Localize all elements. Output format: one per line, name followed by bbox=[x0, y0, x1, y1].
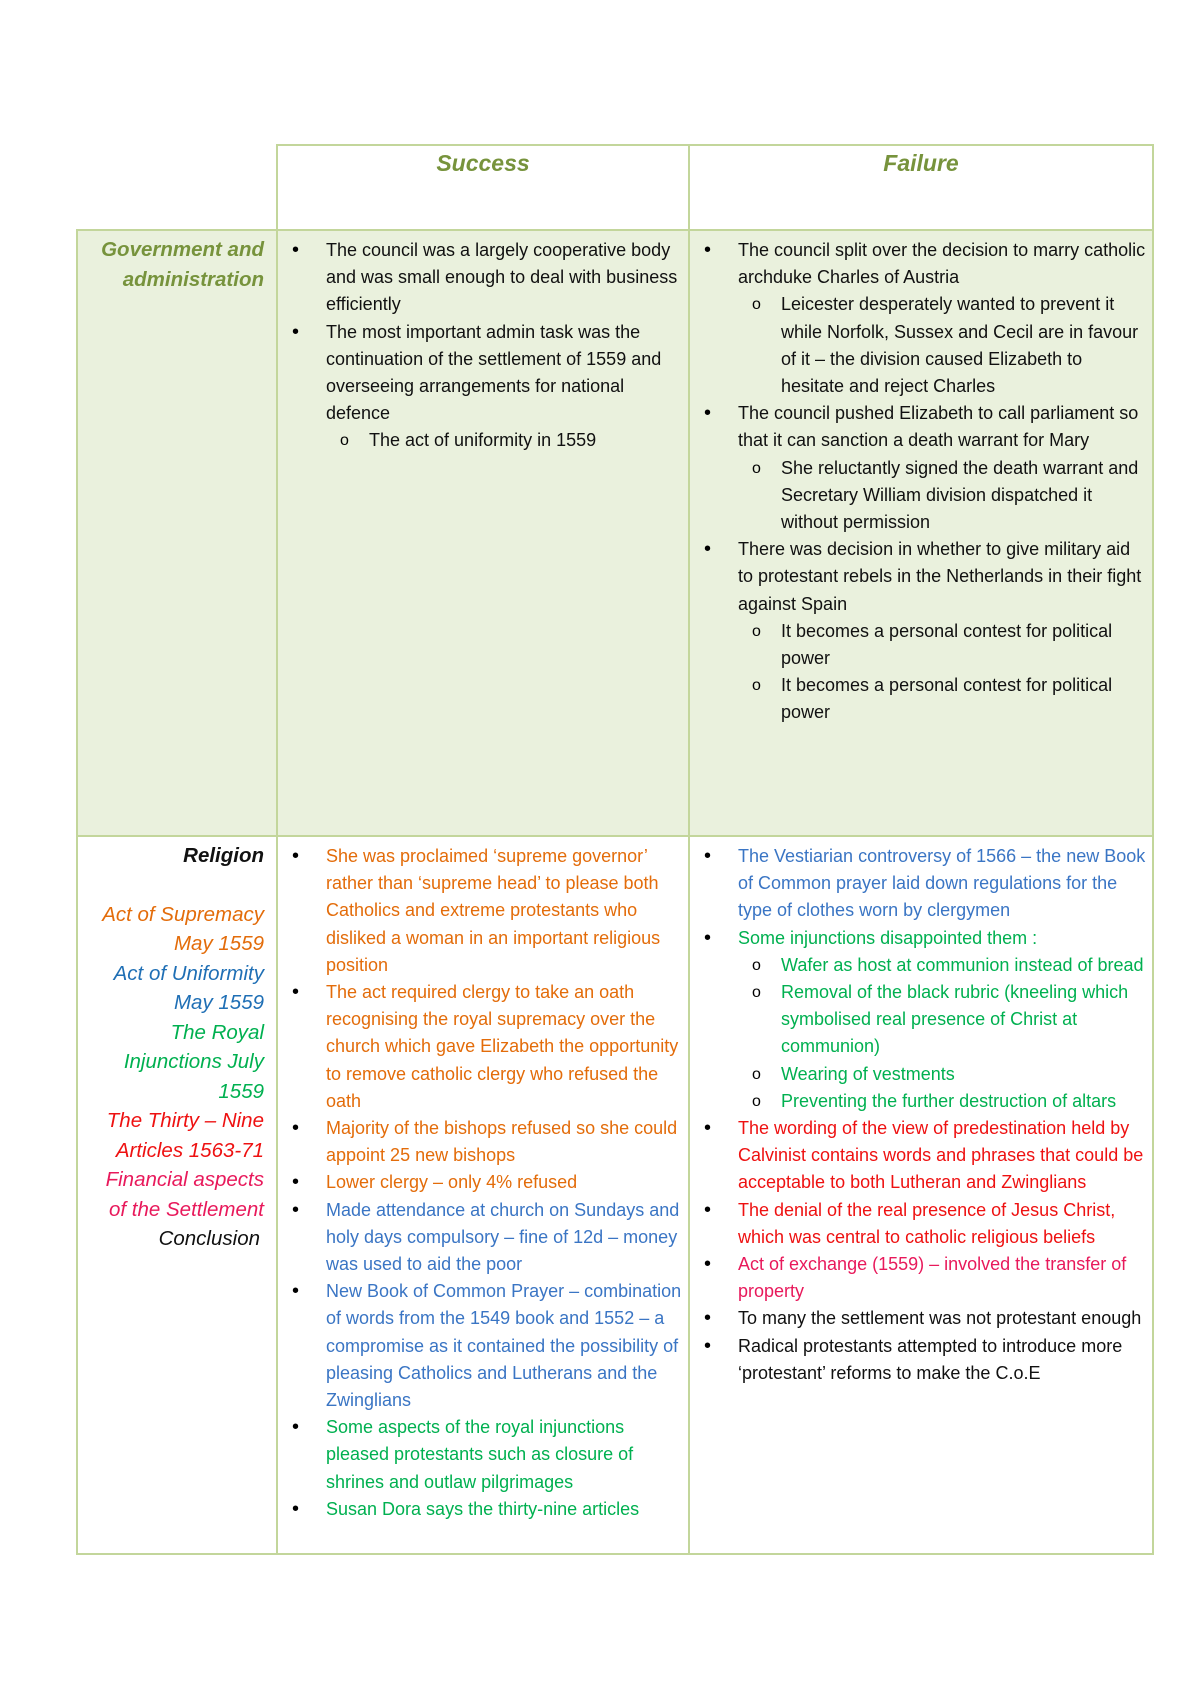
religion-failure-cell bbox=[689, 836, 1153, 1554]
religion-success-cell bbox=[277, 836, 689, 1554]
list-item: • Act of exchange (1559) – involved the transfer of property bbox=[700, 1251, 1146, 1305]
list-item: • New Book of Common Prayer – combination of words from the 1549 book and 1552 – a compromise as it contained the possibility of pleasing Catholics and Lutherans and the Zwinglians bbox=[288, 1278, 682, 1414]
topic-supremacy: Act of Supremacy May 1559 bbox=[102, 902, 264, 955]
list-item: • The denial of the real presence of Jesus Christ, which was central to catholic religious beliefs bbox=[700, 1197, 1146, 1251]
sub-list-item: o It becomes a personal contest for political power bbox=[738, 618, 1146, 672]
list-item: • Radical protestants attempted to introduce more ‘protestant’ reforms to make the C.o.E bbox=[700, 1333, 1146, 1387]
list-item: • The most important admin task was the continuation of the settlement of 1559 and overseeing arrangements for national defence o The act of uniformity in 1559 bbox=[288, 319, 682, 455]
success-header: Success bbox=[277, 145, 689, 230]
religion-title: Religion bbox=[183, 844, 264, 867]
sub-list-item: o Leicester desperately wanted to prevent it while Norfolk, Sussex and Cecil are in favour of it – the division caused Elizabeth to hesitate and reject Charles bbox=[738, 291, 1146, 400]
list-item: • The wording of the view of predestination held by Calvinist contains words and phrases that could be acceptable to both Lutheran and Zwinglians bbox=[700, 1115, 1146, 1197]
government-label-line2: administration bbox=[122, 267, 264, 291]
list-item: • Lower clergy – only 4% refused bbox=[288, 1169, 682, 1196]
list-item: • To many the settlement was not protestant enough bbox=[700, 1305, 1146, 1332]
list-item: • The Vestiarian controversy of 1566 – the new Book of Common prayer laid down regulations for the type of clothes worn by clergymen bbox=[700, 843, 1146, 925]
header-corner bbox=[77, 145, 277, 230]
sub-list-item: o Wafer as host at communion instead of bread bbox=[738, 952, 1146, 979]
sub-list-item: o Preventing the further destruction of altars bbox=[738, 1088, 1146, 1115]
sub-list-item: o Removal of the black rubric (kneeling which symbolised real presence of Christ at communion) bbox=[738, 979, 1146, 1061]
topic-injunctions: The Royal Injunctions July 1559 bbox=[123, 1020, 264, 1103]
government-label bbox=[77, 230, 277, 836]
list-item: • The council pushed Elizabeth to call parliament so that it can sanction a death warrant for Mary o She reluctantly signed the death warrant and Secretary William division dispatched it without permission bbox=[700, 400, 1146, 536]
comparison-table bbox=[76, 144, 1154, 1555]
list-item: • Made attendance at church on Sundays and holy days compulsory – fine of 12d – money was used to aid the poor bbox=[288, 1197, 682, 1279]
government-success-cell bbox=[277, 230, 689, 836]
religion-row bbox=[77, 836, 1153, 1554]
topic-conclusion: Conclusion bbox=[158, 1227, 260, 1250]
list-item: • There was decision in whether to give military aid to protestant rebels in the Netherlands in their fight against Spain o It becomes a personal contest for political power o It becomes a personal contest for political power bbox=[700, 536, 1146, 726]
list-item: • Susan Dora says the thirty-nine articles bbox=[288, 1496, 682, 1523]
list-item: • Majority of the bishops refused so she could appoint 25 new bishops bbox=[288, 1115, 682, 1169]
list-item: • The council split over the decision to marry catholic archduke Charles of Austria o Leicester desperately wanted to prevent it while Norfolk, Sussex and Cecil are in favour of it – the division caused Elizabeth to hesitate and reject Charles bbox=[700, 237, 1146, 400]
government-failure-cell bbox=[689, 230, 1153, 836]
topic-uniformity: Act of Uniformity May 1559 bbox=[113, 961, 264, 1014]
failure-header: Failure bbox=[689, 145, 1153, 230]
list-item: • Some aspects of the royal injunctions pleased protestants such as closure of shrines and outlaw pilgrimages bbox=[288, 1414, 682, 1496]
sub-list-item: o She reluctantly signed the death warrant and Secretary William division dispatched it without permission bbox=[738, 455, 1146, 537]
sub-list-item: o Wearing of vestments bbox=[738, 1061, 1146, 1088]
list-item: • The council was a largely cooperative body and was small enough to deal with business efficiently bbox=[288, 237, 682, 319]
list-item: • The act required clergy to take an oath recognising the royal supremacy over the church which gave Elizabeth the opportunity to remove catholic clergy who refused the oath bbox=[288, 979, 682, 1115]
list-item: • Some injunctions disappointed them : o Wafer as host at communion instead of bread o Removal of the black rubric (kneeling which symbolised real presence of Christ at communion) o Wearing of vestments o Preventing the further destruction of altars bbox=[700, 925, 1146, 1115]
sub-list-item: o The act of uniformity in 1559 bbox=[326, 427, 682, 454]
government-label-line1: Government and bbox=[101, 238, 264, 261]
topic-financial: Financial aspects of the Settlement bbox=[105, 1168, 264, 1221]
government-row bbox=[77, 230, 1153, 836]
sub-list-item: o It becomes a personal contest for political power bbox=[738, 672, 1146, 726]
header-row bbox=[77, 145, 1153, 230]
list-item: • She was proclaimed ‘supreme governor’ rather than ‘supreme head’ to please both Catholics and extreme protestants who disliked a woman in an important religious position bbox=[288, 843, 682, 979]
religion-label bbox=[77, 836, 277, 1554]
topic-articles: The Thirty – Nine Articles 1563-71 bbox=[106, 1109, 264, 1162]
